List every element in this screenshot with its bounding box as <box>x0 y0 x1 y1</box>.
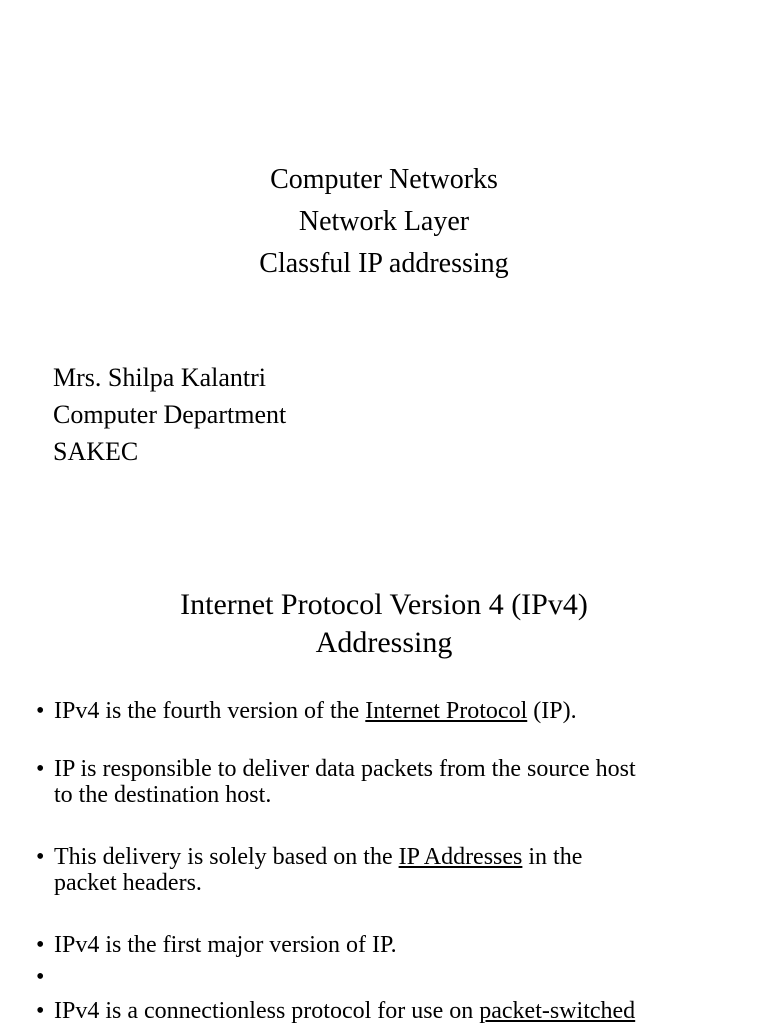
bullet-list <box>36 698 736 1024</box>
bullet-text: This delivery is solely based on the <box>54 844 399 870</box>
bullet-text: IPv4 is the first major version of IP. <box>54 932 397 958</box>
slide2-title-line-2: Addressing <box>315 626 453 659</box>
bullet-marker: • <box>36 932 45 958</box>
author-block <box>53 359 286 470</box>
author-institution: SAKEC <box>53 437 139 466</box>
bullet-item-empty <box>36 964 736 990</box>
bullet-marker: • <box>36 844 45 870</box>
bullet-text: IPv4 is the fourth version of the <box>54 698 366 724</box>
title-line-2: Network Layer <box>298 206 470 237</box>
packet-switched-link[interactable]: packet-switched <box>479 998 636 1024</box>
bullet-item <box>36 698 736 724</box>
title-line-1: Computer Networks <box>270 164 498 195</box>
bullet-marker: • <box>36 964 45 990</box>
bullet-item <box>36 756 736 808</box>
bullet-item <box>36 844 736 896</box>
slide2-title <box>0 586 768 662</box>
bullet-text: in the <box>522 844 583 870</box>
bullet-text-line-2: to the destination host. <box>54 782 272 808</box>
bullet-marker: • <box>36 756 45 782</box>
ip-addresses-link[interactable]: IP Addresses <box>398 844 523 870</box>
author-name: Mrs. Shilpa Kalantri <box>53 363 267 392</box>
bullet-text: (IP). <box>527 698 577 724</box>
bullet-text: IPv4 is a connectionless protocol for use on <box>54 998 480 1024</box>
slide1-title <box>0 159 768 285</box>
bullet-marker: • <box>36 998 45 1024</box>
bullet-marker: • <box>36 698 45 724</box>
bullet-item <box>36 932 736 958</box>
title-line-3: Classful IP addressing <box>259 248 509 279</box>
bullet-text-line-2: packet headers. <box>54 870 202 896</box>
bullet-item <box>36 998 736 1024</box>
slide2-title-line-1: Internet Protocol Version 4 (IPv4) <box>180 588 588 621</box>
internet-protocol-link[interactable]: Internet Protocol <box>365 698 528 724</box>
author-department: Computer Department <box>53 400 287 429</box>
bullet-text-line-1: IP is responsible to deliver data packets from the source host <box>54 756 636 782</box>
